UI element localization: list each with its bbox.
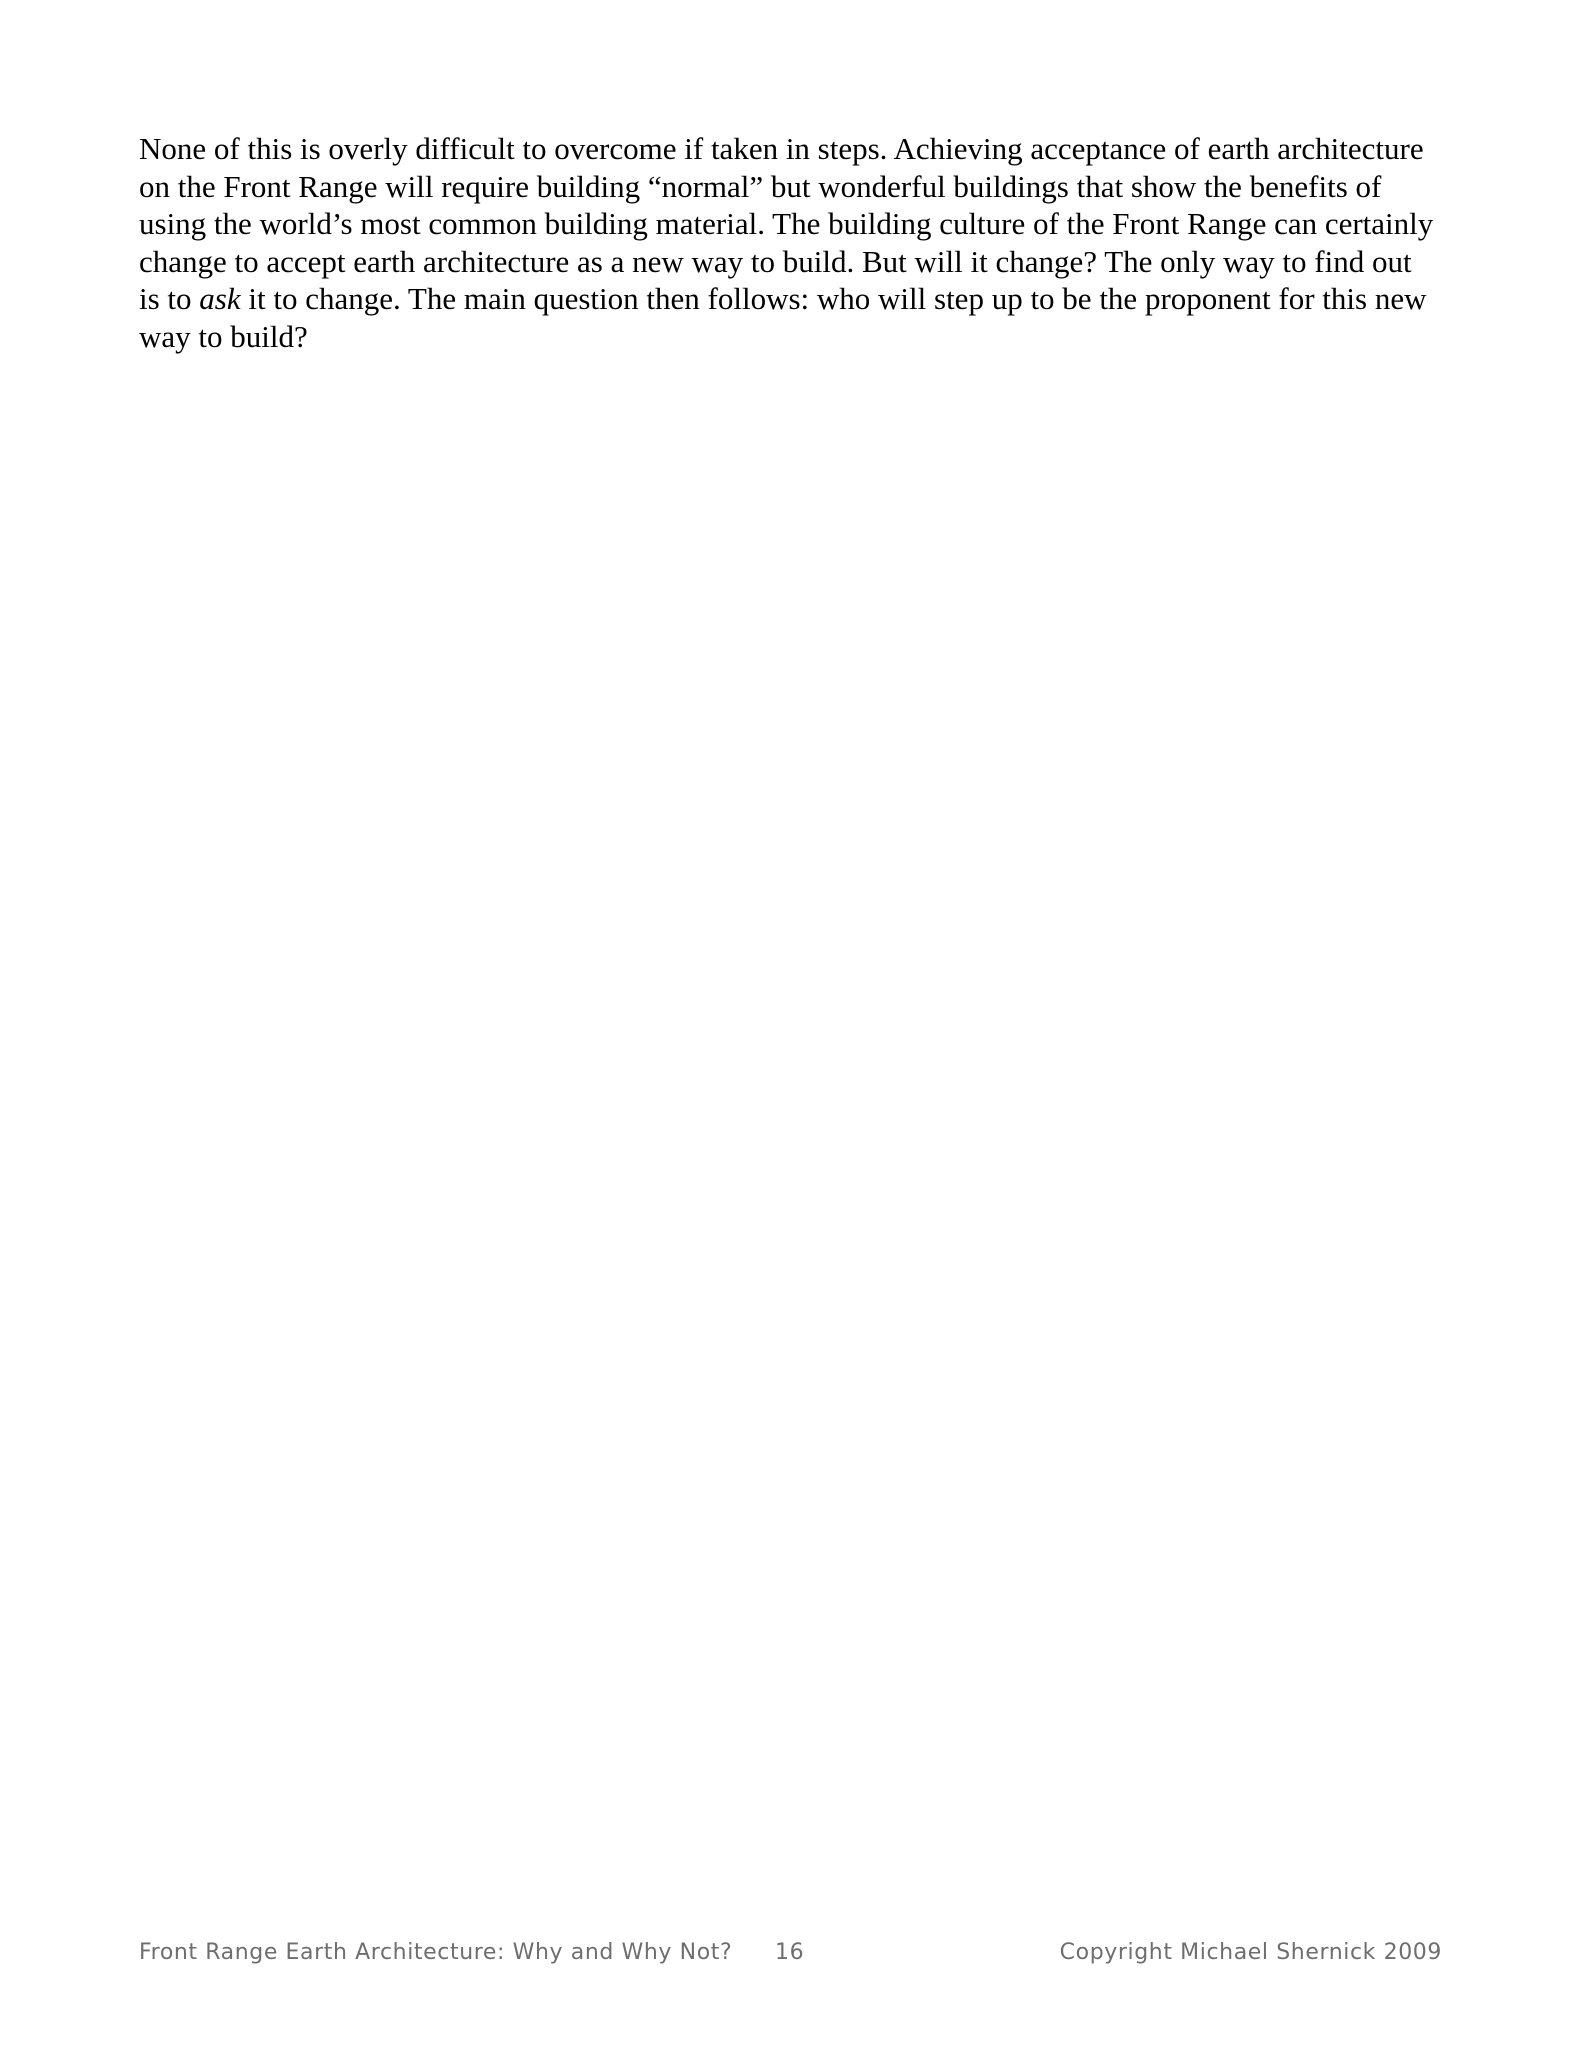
paragraph-line: way to build? — [139, 318, 308, 354]
footer-page-number: 16 — [775, 1940, 805, 1965]
line-text-before-emphasis: is to — [139, 281, 200, 316]
paragraph-line: on the Front Range will require building “normal” but wonderful buildings that show the benefits of — [139, 168, 1382, 204]
paragraph-line — [139, 280, 1449, 318]
footer-document-title: Front Range Earth Architecture: Why and Why Not? — [139, 1940, 733, 1965]
footer-copyright: Copyright Michael Shernick 2009 — [1059, 1940, 1442, 1965]
paragraph-line: None of this is overly difficult to overcome if taken in steps. Achieving acceptance of earth architecture — [139, 131, 1424, 166]
paragraph-line: change to accept earth architecture as a new way to build. But will it change? The only way to find out — [139, 243, 1412, 279]
body-paragraph — [139, 130, 1449, 355]
line-text-after-emphasis: it to change. The main question then follows: who will step up to be the proponent for this new — [240, 281, 1427, 316]
paragraph-line: using the world’s most common building material. The building culture of the Front Range can certainly — [139, 206, 1434, 241]
emphasized-word: ask — [199, 281, 241, 316]
